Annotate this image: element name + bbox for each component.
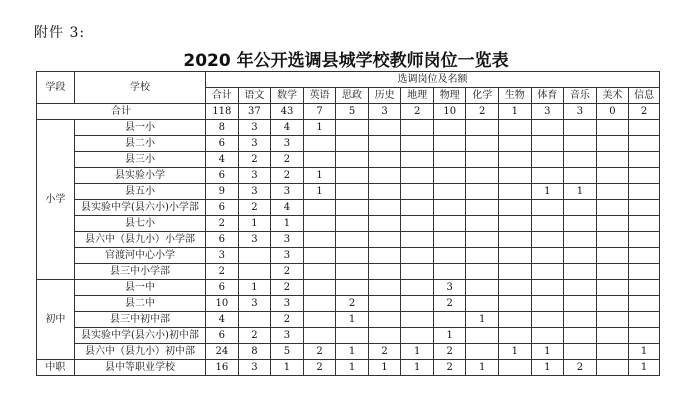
value-cell — [401, 184, 434, 200]
value-cell — [303, 280, 336, 296]
value-cell — [368, 152, 401, 168]
stage-cell: 小学 — [37, 120, 75, 280]
total-cell: 3 — [531, 104, 564, 120]
subject-header: 生物 — [499, 88, 532, 104]
subject-header: 信息 — [629, 88, 660, 104]
value-cell: 2 — [303, 344, 336, 360]
value-cell — [401, 152, 434, 168]
value-cell: 6 — [206, 136, 239, 152]
stage-cell: 初中 — [37, 280, 75, 360]
value-cell — [466, 216, 499, 232]
value-cell — [336, 184, 369, 200]
total-cell: 2 — [401, 104, 434, 120]
value-cell — [499, 248, 532, 264]
school-cell: 县三中小学部 — [74, 264, 205, 280]
value-cell: 2 — [368, 344, 401, 360]
value-cell — [401, 216, 434, 232]
value-cell — [499, 216, 532, 232]
total-cell: 3 — [368, 104, 401, 120]
value-cell — [629, 280, 660, 296]
value-cell: 2 — [238, 328, 271, 344]
value-cell — [596, 296, 629, 312]
value-cell: 4 — [206, 152, 239, 168]
value-cell: 1 — [466, 312, 499, 328]
subject-header: 思政 — [336, 88, 369, 104]
value-cell — [596, 136, 629, 152]
value-cell — [499, 232, 532, 248]
value-cell: 2 — [238, 200, 271, 216]
value-cell — [368, 328, 401, 344]
value-cell: 3 — [271, 184, 304, 200]
value-cell: 1 — [531, 360, 564, 376]
subject-header: 物理 — [433, 88, 466, 104]
table-row — [37, 296, 660, 312]
total-cell: 37 — [238, 104, 271, 120]
value-cell — [336, 280, 369, 296]
value-cell: 2 — [433, 344, 466, 360]
attachment-label: 附件 3: — [34, 25, 86, 41]
school-cell: 县三小 — [74, 152, 205, 168]
total-cell: 3 — [564, 104, 597, 120]
total-cell: 1 — [499, 104, 532, 120]
school-cell: 县二中 — [74, 296, 205, 312]
value-cell — [466, 344, 499, 360]
stage-cell: 中职 — [37, 360, 75, 376]
value-cell — [433, 152, 466, 168]
value-cell — [368, 248, 401, 264]
table-row — [37, 232, 660, 248]
value-cell — [401, 248, 434, 264]
value-cell — [466, 296, 499, 312]
value-cell — [531, 232, 564, 248]
stage-header: 学段 — [37, 72, 75, 104]
total-cell: 10 — [433, 104, 466, 120]
school-cell: 县五小 — [74, 184, 205, 200]
value-cell — [433, 232, 466, 248]
total-cell: 43 — [271, 104, 304, 120]
value-cell — [564, 248, 597, 264]
table-row — [37, 168, 660, 184]
total-cell: 118 — [206, 104, 239, 120]
value-cell — [629, 296, 660, 312]
value-cell — [564, 280, 597, 296]
value-cell: 10 — [206, 296, 239, 312]
subject-header: 语文 — [238, 88, 271, 104]
value-cell — [564, 200, 597, 216]
value-cell: 1 — [629, 344, 660, 360]
subject-header: 化学 — [466, 88, 499, 104]
subject-header: 数学 — [271, 88, 304, 104]
value-cell — [629, 328, 660, 344]
value-cell: 3 — [206, 248, 239, 264]
value-cell — [401, 120, 434, 136]
value-cell: 3 — [271, 296, 304, 312]
value-cell — [596, 152, 629, 168]
value-cell — [368, 168, 401, 184]
value-cell: 3 — [271, 248, 304, 264]
value-cell: 2 — [271, 312, 304, 328]
value-cell: 3 — [271, 328, 304, 344]
value-cell: 3 — [433, 280, 466, 296]
value-cell — [336, 120, 369, 136]
value-cell — [499, 312, 532, 328]
school-cell: 官渡河中心小学 — [74, 248, 205, 264]
school-cell: 县二小 — [74, 136, 205, 152]
value-cell — [629, 200, 660, 216]
value-cell: 2 — [206, 216, 239, 232]
value-cell: 1 — [336, 312, 369, 328]
value-cell — [466, 168, 499, 184]
value-cell — [531, 280, 564, 296]
value-cell — [531, 200, 564, 216]
value-cell — [596, 120, 629, 136]
value-cell — [564, 216, 597, 232]
value-cell: 3 — [271, 232, 304, 248]
value-cell: 1 — [271, 360, 304, 376]
value-cell — [531, 312, 564, 328]
value-cell: 1 — [401, 360, 434, 376]
value-cell — [564, 152, 597, 168]
value-cell: 1 — [368, 360, 401, 376]
total-cell: 0 — [596, 104, 629, 120]
value-cell: 16 — [206, 360, 239, 376]
value-cell — [499, 264, 532, 280]
value-cell — [401, 232, 434, 248]
value-cell — [368, 280, 401, 296]
value-cell: 4 — [271, 120, 304, 136]
value-cell — [336, 168, 369, 184]
school-header: 学校 — [74, 72, 205, 104]
value-cell — [596, 344, 629, 360]
value-cell: 1 — [303, 184, 336, 200]
value-cell — [336, 328, 369, 344]
value-cell — [629, 152, 660, 168]
school-cell: 县实验小学 — [74, 168, 205, 184]
value-cell — [336, 152, 369, 168]
value-cell — [629, 312, 660, 328]
value-cell — [531, 328, 564, 344]
value-cell — [303, 328, 336, 344]
value-cell: 4 — [271, 200, 304, 216]
value-cell — [303, 200, 336, 216]
value-cell: 2 — [433, 360, 466, 376]
value-cell — [564, 328, 597, 344]
school-cell: 县实验中学(县六小)小学部 — [74, 200, 205, 216]
value-cell — [303, 216, 336, 232]
value-cell: 3 — [238, 360, 271, 376]
school-cell: 县三中初中部 — [74, 312, 205, 328]
total-cell: 5 — [336, 104, 369, 120]
value-cell — [433, 312, 466, 328]
value-cell — [303, 248, 336, 264]
value-cell — [629, 184, 660, 200]
value-cell — [531, 248, 564, 264]
header-row — [37, 72, 660, 88]
page-title: 2020 年公开选调县城学校教师岗位一览表 — [183, 51, 509, 71]
value-cell — [401, 200, 434, 216]
value-cell: 1 — [531, 184, 564, 200]
value-cell — [499, 120, 532, 136]
value-cell — [629, 264, 660, 280]
value-cell: 3 — [238, 232, 271, 248]
value-cell — [629, 168, 660, 184]
value-cell — [499, 328, 532, 344]
value-cell — [596, 216, 629, 232]
total-cell: 2 — [466, 104, 499, 120]
value-cell — [596, 328, 629, 344]
table-row — [37, 248, 660, 264]
value-cell — [466, 232, 499, 248]
value-cell — [596, 200, 629, 216]
value-cell — [499, 200, 532, 216]
value-cell: 1 — [564, 184, 597, 200]
value-cell — [531, 296, 564, 312]
value-cell — [596, 360, 629, 376]
group-header: 选调岗位及名额 — [206, 72, 660, 88]
value-cell: 1 — [238, 216, 271, 232]
value-cell — [629, 248, 660, 264]
value-cell — [499, 360, 532, 376]
table-row — [37, 264, 660, 280]
value-cell — [433, 136, 466, 152]
value-cell: 2 — [271, 168, 304, 184]
value-cell — [368, 184, 401, 200]
value-cell — [499, 136, 532, 152]
value-cell: 1 — [401, 344, 434, 360]
value-cell — [596, 168, 629, 184]
value-cell — [596, 184, 629, 200]
positions-table — [36, 71, 660, 376]
value-cell: 9 — [206, 184, 239, 200]
totals-row — [37, 104, 660, 120]
value-cell — [303, 264, 336, 280]
value-cell — [596, 248, 629, 264]
value-cell — [629, 120, 660, 136]
value-cell — [368, 232, 401, 248]
subject-header: 地理 — [401, 88, 434, 104]
total-cell: 2 — [629, 104, 660, 120]
value-cell — [303, 312, 336, 328]
value-cell — [564, 312, 597, 328]
table-row — [37, 280, 660, 296]
value-cell: 1 — [336, 344, 369, 360]
table-row — [37, 328, 660, 344]
value-cell — [433, 184, 466, 200]
value-cell — [466, 152, 499, 168]
value-cell: 2 — [433, 296, 466, 312]
table-row — [37, 216, 660, 232]
subject-header: 合计 — [206, 88, 239, 104]
table-row — [37, 200, 660, 216]
value-cell — [336, 136, 369, 152]
value-cell — [401, 136, 434, 152]
value-cell: 6 — [206, 328, 239, 344]
value-cell: 1 — [271, 216, 304, 232]
value-cell — [564, 232, 597, 248]
table-row — [37, 344, 660, 360]
subject-header: 体育 — [531, 88, 564, 104]
value-cell — [303, 136, 336, 152]
value-cell: 1 — [303, 120, 336, 136]
value-cell — [531, 264, 564, 280]
table-row — [37, 120, 660, 136]
subject-header: 英语 — [303, 88, 336, 104]
value-cell — [238, 264, 271, 280]
value-cell — [238, 312, 271, 328]
value-cell: 1 — [629, 360, 660, 376]
value-cell — [564, 296, 597, 312]
school-cell: 县一中 — [74, 280, 205, 296]
value-cell — [401, 296, 434, 312]
value-cell: 2 — [271, 280, 304, 296]
value-cell: 6 — [206, 168, 239, 184]
value-cell — [629, 136, 660, 152]
value-cell — [596, 312, 629, 328]
subject-header: 历史 — [368, 88, 401, 104]
value-cell — [303, 152, 336, 168]
value-cell: 1 — [433, 328, 466, 344]
value-cell: 24 — [206, 344, 239, 360]
value-cell — [368, 312, 401, 328]
value-cell — [336, 200, 369, 216]
value-cell — [499, 280, 532, 296]
school-cell: 县七小 — [74, 216, 205, 232]
value-cell — [368, 264, 401, 280]
value-cell: 1 — [499, 344, 532, 360]
value-cell — [401, 328, 434, 344]
value-cell — [401, 168, 434, 184]
value-cell: 3 — [238, 168, 271, 184]
value-cell — [336, 216, 369, 232]
value-cell — [596, 232, 629, 248]
value-cell — [368, 120, 401, 136]
value-cell: 1 — [336, 360, 369, 376]
school-cell: 县实验中学(县六小)初中部 — [74, 328, 205, 344]
value-cell — [433, 216, 466, 232]
value-cell — [629, 232, 660, 248]
value-cell: 3 — [238, 296, 271, 312]
value-cell — [466, 120, 499, 136]
value-cell — [531, 136, 564, 152]
value-cell: 1 — [238, 280, 271, 296]
value-cell — [336, 264, 369, 280]
value-cell — [531, 120, 564, 136]
value-cell — [433, 168, 466, 184]
value-cell — [564, 136, 597, 152]
value-cell — [499, 168, 532, 184]
value-cell: 3 — [238, 184, 271, 200]
value-cell: 6 — [206, 200, 239, 216]
value-cell — [433, 264, 466, 280]
table-row — [37, 360, 660, 376]
value-cell — [368, 296, 401, 312]
value-cell: 2 — [303, 360, 336, 376]
value-cell — [368, 216, 401, 232]
value-cell: 2 — [336, 296, 369, 312]
value-cell: 2 — [206, 264, 239, 280]
value-cell — [368, 136, 401, 152]
value-cell — [499, 184, 532, 200]
value-cell — [564, 120, 597, 136]
value-cell: 6 — [206, 280, 239, 296]
value-cell — [466, 200, 499, 216]
school-cell: 县一小 — [74, 120, 205, 136]
value-cell — [401, 280, 434, 296]
value-cell: 2 — [271, 152, 304, 168]
value-cell: 3 — [238, 120, 271, 136]
value-cell — [531, 152, 564, 168]
value-cell — [531, 216, 564, 232]
value-cell: 2 — [271, 264, 304, 280]
value-cell — [596, 280, 629, 296]
value-cell — [401, 312, 434, 328]
value-cell: 6 — [206, 232, 239, 248]
value-cell — [499, 152, 532, 168]
value-cell: 5 — [271, 344, 304, 360]
value-cell — [564, 344, 597, 360]
value-cell: 3 — [238, 136, 271, 152]
value-cell — [531, 168, 564, 184]
total-label: 合计 — [37, 104, 206, 120]
value-cell — [466, 184, 499, 200]
value-cell — [336, 232, 369, 248]
value-cell — [466, 248, 499, 264]
value-cell — [433, 120, 466, 136]
subject-header: 美术 — [596, 88, 629, 104]
table-row — [37, 184, 660, 200]
table-row — [37, 136, 660, 152]
table-row — [37, 152, 660, 168]
value-cell: 2 — [238, 152, 271, 168]
value-cell: 8 — [206, 120, 239, 136]
table-row — [37, 312, 660, 328]
value-cell — [629, 216, 660, 232]
value-cell: 1 — [466, 360, 499, 376]
school-cell: 县六中（县九小）初中部 — [74, 344, 205, 360]
value-cell — [466, 264, 499, 280]
value-cell: 1 — [303, 168, 336, 184]
value-cell — [564, 168, 597, 184]
value-cell: 8 — [238, 344, 271, 360]
value-cell — [564, 264, 597, 280]
value-cell — [596, 264, 629, 280]
value-cell: 3 — [271, 136, 304, 152]
value-cell — [499, 296, 532, 312]
value-cell — [303, 296, 336, 312]
value-cell — [368, 200, 401, 216]
value-cell — [401, 264, 434, 280]
value-cell: 4 — [206, 312, 239, 328]
value-cell — [303, 232, 336, 248]
value-cell: 1 — [531, 344, 564, 360]
school-cell: 县中等职业学校 — [74, 360, 205, 376]
value-cell: 2 — [564, 360, 597, 376]
value-cell — [238, 248, 271, 264]
value-cell — [336, 248, 369, 264]
total-cell: 7 — [303, 104, 336, 120]
school-cell: 县六中（县九小）小学部 — [74, 232, 205, 248]
value-cell — [433, 200, 466, 216]
value-cell — [466, 280, 499, 296]
value-cell — [466, 328, 499, 344]
value-cell — [433, 248, 466, 264]
value-cell — [466, 136, 499, 152]
subject-header: 音乐 — [564, 88, 597, 104]
